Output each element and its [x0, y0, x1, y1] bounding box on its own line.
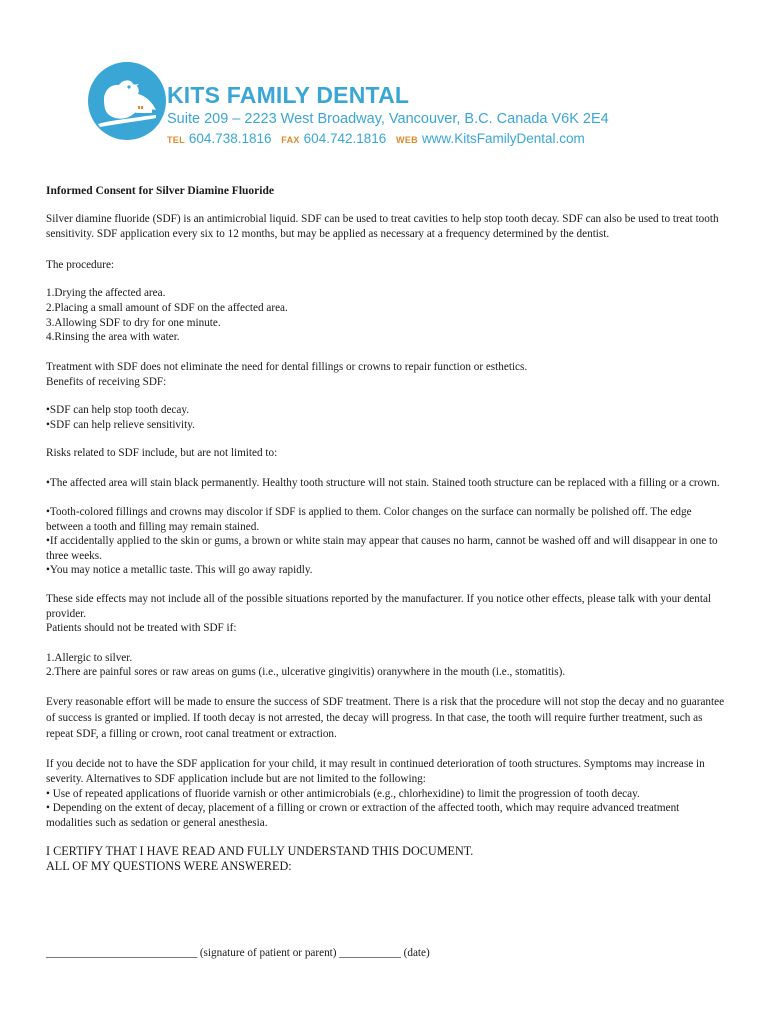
procedure-step: 1.Drying the affected area. [46, 287, 166, 299]
benefits-heading: Benefits of receiving SDF: [46, 376, 167, 388]
alternative-item: • Depending on the extent of decay, placement of a filling or crown or extraction of the affected tooth, which may require advanced treatment modalities such as sedation or general anesthesia. [46, 802, 680, 829]
procedure-step: 2.Placing a small amount of SDF on the affected area. [46, 302, 288, 314]
website: www.KitsFamilyDental.com [421, 131, 585, 146]
risk-item: •If accidentally applied to the skin or gums, a brown or white stain may appear that causes no harm, cannot be washed off and will disappear in one to three weeks. [46, 535, 718, 562]
contraindication-item: 2.There are painful sores or raw areas on gums (i.e., ulcerative gingivitis) oranywhere in the mouth (i.e., stomatitis). [46, 666, 566, 678]
clinic-address: Suite 209 – 2223 West Broadway, Vancouver, B.C. Canada V6K 2E4 [167, 111, 609, 127]
risk-item: •The affected area will stain black permanently. Healthy tooth structure will not stain. Stained tooth structure can be replaced with a filling or a crown. [46, 477, 720, 489]
procedure-step: 3.Allowing SDF to dry for one minute. [46, 317, 221, 329]
document-title: Informed Consent for Silver Diamine Fluoride [46, 185, 274, 197]
fax-label: FAX [281, 135, 300, 145]
risks-heading: Risks related to SDF include, but are not limited to: [46, 447, 278, 459]
signature-line[interactable]: ___________________________ (signature of patient or parent) ___________ (date) [46, 947, 430, 959]
treatment-note: Treatment with SDF does not eliminate the need for dental fillings or crowns to repair function or esthetics. [46, 361, 528, 373]
contraindications-heading: Patients should not be treated with SDF if: [46, 622, 237, 634]
tel-number: 604.738.1816 [188, 131, 272, 146]
tel-label: TEL [167, 135, 185, 145]
side-effects-paragraph: These side effects may not include all of the possible situations reported by the manufacturer. If you notice other effects, please talk with your dental provider. [46, 593, 712, 620]
bird-on-branch-icon [86, 60, 168, 142]
decline-paragraph: If you decide not to have the SDF application for your child, it may result in continued deterioration of tooth structures. Symptoms may increase in severity. Alternatives to SDF application include but are not limited to the following: [46, 758, 705, 785]
risk-item: •You may notice a metallic taste. This will go away rapidly. [46, 564, 313, 576]
effort-paragraph: Every reasonable effort will be made to ensure the success of SDF treatment. There is a risk that the procedure will not stop the decay and no guarantee of success is granted or implied. If tooth decay is not arrested, the decay will progress. In that case, the tooth will require further treatment, such as repeat SDF, a filling or crown, root canal treatment or extraction. [46, 696, 725, 740]
fax-number: 604.742.1816 [303, 131, 387, 146]
intro-paragraph: Silver diamine fluoride (SDF) is an antimicrobial liquid. SDF can be used to treat cavities to help stop tooth decay. SDF can also be used to treat tooth sensitivity. SDF application every six to 12 months, but may be applied as necessary at a frequency determined by the dentist. [46, 213, 719, 240]
benefit-item: •SDF can help relieve sensitivity. [46, 419, 195, 431]
benefit-item: •SDF can help stop tooth decay. [46, 404, 190, 416]
contraindication-item: 1.Allergic to silver. [46, 652, 133, 664]
letterhead [86, 60, 609, 160]
web-label: WEB [396, 135, 418, 145]
risk-item: •Tooth-colored fillings and crowns may discolor if SDF is applied to them. Color changes on the surface can normally be polished off. The edge between a tooth and filling may remain stained. [46, 506, 692, 533]
procedure-step: 4.Rinsing the area with water. [46, 331, 180, 343]
procedure-heading: The procedure: [46, 259, 115, 271]
questions-answered-statement: ALL OF MY QUESTIONS WERE ANSWERED: [46, 859, 292, 873]
certify-statement: I CERTIFY THAT I HAVE READ AND FULLY UNDERSTAND THIS DOCUMENT. [46, 844, 474, 858]
clinic-name: KITS FAMILY DENTAL [167, 82, 410, 108]
alternative-item: • Use of repeated applications of fluoride varnish or other antimicrobials (e.g., chlorhexidine) to limit the progression of tooth decay. [46, 788, 640, 800]
contact-line [167, 131, 591, 146]
